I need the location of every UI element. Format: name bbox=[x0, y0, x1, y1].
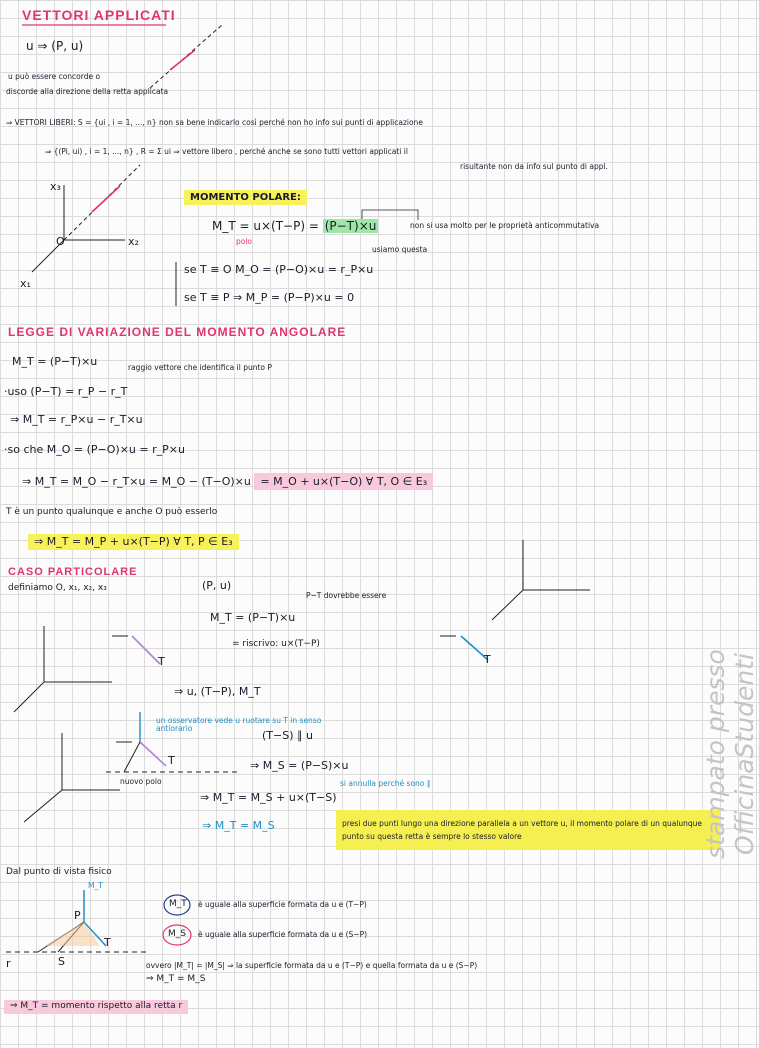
page-title: VETTORI APPLICATI bbox=[22, 7, 176, 23]
intro-line5: ⇒ {(Pi, ui) , i = 1, ..., n} , R = Σ ui ⇒ vettore libero , perché anche se sono tutti vettori applicati il bbox=[45, 147, 408, 156]
label-p: P bbox=[74, 909, 81, 922]
axis-x3: x₃ bbox=[50, 180, 61, 193]
case-o: se T ≡ O M_O = (P−O)×u = r_P×u bbox=[184, 263, 374, 276]
axes-2 bbox=[440, 540, 590, 660]
label-t3: T bbox=[484, 653, 491, 666]
caso-annulla: si annulla perché sono ∥ bbox=[340, 779, 431, 788]
legge-l3: ⇒ M_T = r_P×u − r_T×u bbox=[10, 413, 143, 426]
axes-3 bbox=[14, 626, 160, 712]
caso-risc: = riscrivo: u×(T−P) bbox=[232, 639, 320, 649]
momento-formula: M_T = u×(T−P) = (P−T)×u bbox=[212, 219, 377, 233]
fisico-l4: ⇒ M_T = M_S bbox=[146, 974, 206, 984]
label-s: S bbox=[58, 955, 65, 968]
legge-heading: LEGGE DI VARIAZIONE DEL MOMENTO ANGOLARE bbox=[8, 325, 347, 339]
case-p: se T ≡ P ⇒ M_P = (P−P)×u = 0 bbox=[184, 291, 355, 304]
label-t2: T bbox=[158, 655, 165, 668]
label-mt: M_T bbox=[88, 881, 103, 890]
label-t4: T bbox=[168, 754, 175, 767]
caso-yellow-note: presi due punti lungo una direzione parallela a un vettore u, il momento polare di un qualunque punto su questa retta è sempre lo stesso valore bbox=[342, 819, 703, 841]
fisico-l3: ovvero |M_T| = |M_S| ⇒ la superficie formata da u e (T−P) e quella formata da u e (S−P) bbox=[146, 961, 478, 970]
intro-line6: risultante non da info sul punto di appl. bbox=[460, 162, 608, 171]
legge-l1: M_T = (P−T)×u bbox=[12, 355, 98, 368]
intro-line4: ⇒ VETTORI LIBERI: S = {ui , i = 1, ..., n} non sa bene indicarlo così perché non ho info sui punti di applicazione bbox=[6, 118, 423, 127]
caso-mt3: ⇒ M_T = M_S bbox=[202, 819, 275, 832]
legge-l1-note: raggio vettore che identifica il punto P bbox=[128, 363, 272, 372]
fisico-l1: è uguale alla superficie formata da u e (T−P) bbox=[198, 900, 367, 909]
label-t: T bbox=[104, 936, 111, 949]
axis-x1: x₁ bbox=[20, 277, 31, 290]
momento-heading: MOMENTO POLARE: bbox=[184, 190, 307, 205]
polo-label: polo bbox=[236, 237, 253, 246]
legge-l6: T è un punto qualunque e anche O può esserlo bbox=[6, 507, 218, 517]
fisico-l2: è uguale alla superficie formata da u e (S−P) bbox=[198, 930, 368, 939]
intro-line2: u può essere concorde o bbox=[8, 72, 101, 81]
vector-u bbox=[170, 50, 195, 70]
usiamo-label: usiamo questa bbox=[372, 245, 428, 254]
fisico-sym-t: M_T bbox=[169, 899, 187, 909]
caso-pt-note: P−T dovrebbe essere bbox=[306, 591, 387, 600]
axis-x2: x₂ bbox=[128, 235, 139, 248]
caso-observer: un osservatore vede u ruotare su T in senso antiorario bbox=[156, 716, 322, 734]
caso-mt: M_T = (P−T)×u bbox=[210, 611, 296, 624]
legge-l2: ·uso (P−T) = r_P − r_T bbox=[4, 385, 128, 398]
legge-l5: ⇒ M_T = M_O − r_T×u = M_O − (T−O)×u = M_O + u×(T−O) ∀ T, O ∈ E₃ bbox=[22, 476, 433, 488]
intro-line3: discorde alla direzione della retta applicata bbox=[6, 87, 169, 96]
fisico-heading: Dal punto di vista fisico bbox=[6, 867, 112, 877]
caso-pu: (P, u) bbox=[202, 579, 232, 592]
nuovo-polo: nuovo polo bbox=[120, 777, 162, 786]
label-r: r bbox=[6, 957, 11, 970]
caso-ts: (T−S) ∥ u bbox=[262, 729, 313, 742]
fisico-sym-s: M_S bbox=[168, 929, 186, 939]
caso-mt2: ⇒ M_T = M_S + u×(T−S) bbox=[200, 791, 337, 804]
anticommutativa-note: non si usa molto per le proprietà anticommutativa bbox=[410, 221, 600, 230]
watermark: stampato presso OfficinaStudenti bbox=[701, 649, 759, 859]
legge-l4: ·so che M_O = (P−O)×u = r_P×u bbox=[4, 443, 185, 456]
axes-1 bbox=[32, 165, 140, 272]
caso-ms: ⇒ M_S = (P−S)×u bbox=[250, 759, 349, 772]
caso-arrow: ⇒ u, (T−P), M_T bbox=[174, 685, 261, 698]
fisico-l5: ⇒ M_T = momento rispetto alla retta r bbox=[4, 1000, 188, 1014]
caso-heading: CASO PARTICOLARE bbox=[8, 566, 138, 578]
caso-defin: definiamo O, x₁, x₂, x₃ bbox=[8, 583, 107, 593]
origin-label: O bbox=[56, 235, 65, 248]
legge-l7: ⇒ M_T = M_P + u×(T−P) ∀ T, P ∈ E₃ bbox=[28, 534, 239, 550]
intro-line1: u ⇒ (P, u) bbox=[26, 39, 84, 53]
